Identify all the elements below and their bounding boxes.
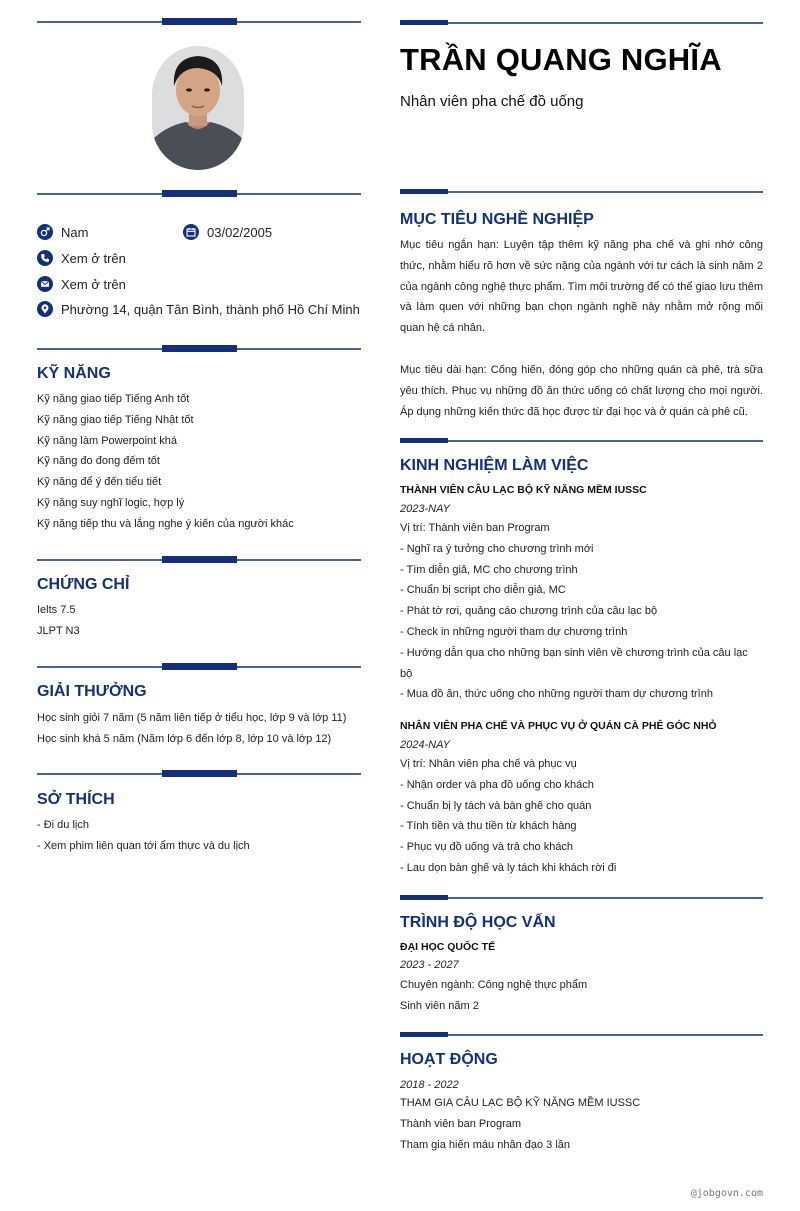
phone-row xyxy=(37,248,126,268)
section-divider xyxy=(37,190,361,198)
list-item: Vị trí: Nhân viên pha chế và phục vụ xyxy=(400,758,577,770)
gender-icon xyxy=(37,224,53,240)
avatar-icon xyxy=(152,46,244,170)
list-item: Vị trí: Thành viên ban Program xyxy=(400,522,550,534)
education-period: 2023 - 2027 xyxy=(400,959,459,971)
list-item: - Nghĩ ra ý tưởng cho chương trình mới xyxy=(400,542,594,555)
list-item: Thành viên ban Program xyxy=(400,1117,522,1130)
profile-photo xyxy=(152,46,244,170)
list-item: - Lau dọn bàn ghế và ly tách khi khách rời đi xyxy=(400,861,617,874)
activities-details xyxy=(400,1093,763,1155)
list-item: - Đi du lịch xyxy=(37,819,89,831)
gender-value: Nam xyxy=(61,224,89,240)
calendar-icon xyxy=(183,224,199,240)
address-value: Phường 14, quận Tân Bình, thành phố Hồ Chí Minh xyxy=(61,301,360,317)
section-divider xyxy=(400,20,763,26)
certificates-title: CHỨNG CHỈ xyxy=(37,576,130,593)
list-item: - Mua đồ ăn, thức uống cho những người tham dự chương trình xyxy=(400,688,713,701)
skills-title: KỸ NĂNG xyxy=(37,365,111,382)
list-item: THAM GIA CÂU LẠC BỘ KỸ NĂNG MỀM IUSSC xyxy=(400,1097,641,1109)
certificates-list xyxy=(37,600,80,642)
skills-list xyxy=(37,389,294,535)
list-item: Chuyên ngành: Công nghệ thực phẩm xyxy=(400,979,588,991)
section-divider xyxy=(400,189,763,195)
hobbies-list xyxy=(37,815,250,857)
list-item: - Hướng dẫn qua cho những bạn sinh viên về chương trình của câu lạc bộ xyxy=(400,646,748,680)
job-title: NHÂN VIÊN PHA CHẾ VÀ PHỤC VỤ Ở QUÁN CÀ PHÊ GÓC NHỎ xyxy=(400,720,717,732)
birthdate-row xyxy=(183,222,272,242)
watermark: @jobgovn.com xyxy=(690,1188,763,1199)
address-row xyxy=(37,299,360,319)
gender-row xyxy=(37,222,88,242)
phone-value: Xem ở trên xyxy=(61,250,126,266)
activities-period: 2018 - 2022 xyxy=(400,1079,459,1091)
section-divider xyxy=(400,438,763,444)
candidate-name: TRẦN QUANG NGHĨA xyxy=(400,42,722,77)
email-value: Xem ở trên xyxy=(61,276,126,292)
list-item: - Tính tiền và thu tiền từ khách hàng xyxy=(400,820,577,833)
list-item: Kỹ năng suy nghĩ logic, hợp lý xyxy=(37,496,185,509)
list-item: Tham gia hiến máu nhân đạo 3 lần xyxy=(400,1138,571,1151)
section-divider xyxy=(37,18,361,26)
education-title: TRÌNH ĐỘ HỌC VẤN xyxy=(400,914,556,931)
list-item: - Nhận order và pha đồ uống cho khách xyxy=(400,778,594,791)
job-title: THÀNH VIÊN CÂU LẠC BỘ KỸ NĂNG MỀM IUSSC xyxy=(400,484,647,496)
candidate-role: Nhân viên pha chế đồ uống xyxy=(400,93,584,110)
awards-list xyxy=(37,708,346,750)
list-item: - Phục vụ đồ uống và trả cho khách xyxy=(400,841,574,854)
mail-icon xyxy=(37,276,53,292)
section-divider xyxy=(37,556,361,564)
section-divider xyxy=(400,895,763,901)
list-item: Kỹ năng giao tiếp Tiếng Anh tốt xyxy=(37,393,190,405)
phone-icon xyxy=(37,250,53,266)
list-item: Ielts 7.5 xyxy=(37,604,76,616)
hobbies-title: SỞ THÍCH xyxy=(37,791,115,808)
list-item: Học sinh khá 5 năm (Năm lớp 6 đến lớp 8, lớp 10 và lớp 12) xyxy=(37,732,332,745)
job-duties-list xyxy=(400,518,763,705)
birthdate-value: 03/02/2005 xyxy=(207,224,273,240)
job-duties-list xyxy=(400,754,763,879)
list-item: Kỹ năng làm Powerpoint khá xyxy=(37,434,178,447)
objective-short-term: Mục tiêu ngắn hạn: Luyện tập thêm kỹ năng pha chế và ghi nhớ công thức, nhằm hiểu rõ hơn về sức nặng của ngành với tư cách là sinh năm 2 của ngành công nghệ thực phẩm. Tìm môi trường để có thể giao lưu thêm và làm quen với những bạn chọn ngành nghề này nhằm mở rộng mối quan hệ cá nhân. xyxy=(400,239,763,335)
job-period: 2023-NAY xyxy=(400,503,450,515)
list-item: - Phát tờ rơi, quảng cáo chương trình của câu lạc bộ xyxy=(400,605,658,618)
list-item: Sinh viên năm 2 xyxy=(400,999,479,1012)
list-item: - Tìm diễn giả, MC cho chương trình xyxy=(400,563,578,576)
section-divider xyxy=(37,345,361,353)
objective-title: MỤC TIÊU NGHỀ NGHIỆP xyxy=(400,211,594,228)
location-pin-icon xyxy=(37,301,53,317)
list-item: JLPT N3 xyxy=(37,624,80,637)
list-item: Kỹ năng giao tiếp Tiếng Nhật tốt xyxy=(37,413,194,426)
experience-title: KINH NGHIỆM LÀM VIỆC xyxy=(400,457,589,474)
school-name: ĐẠI HỌC QUỐC TẾ xyxy=(400,941,496,953)
list-item: Kỹ năng đo đong đếm tốt xyxy=(37,455,160,468)
list-item: Kỹ năng để ý đến tiểu tiết xyxy=(37,476,162,489)
list-item: Học sinh giỏi 7 năm (5 năm liên tiếp ở tiểu học, lớp 9 và lớp 11) xyxy=(37,712,347,724)
job-period: 2024-NAY xyxy=(400,739,450,751)
email-row xyxy=(37,274,126,294)
list-item: - Chuẩn bị script cho diễn giả, MC xyxy=(400,584,566,597)
awards-title: GIẢI THƯỞNG xyxy=(37,683,147,700)
list-item: Kỹ năng tiếp thu và lắng nghe ý kiến của người khác xyxy=(37,517,294,530)
activities-title: HOẠT ĐỘNG xyxy=(400,1051,498,1068)
section-divider xyxy=(400,1032,763,1038)
list-item: - Xem phim liên quan tới ẩm thực và du lịch xyxy=(37,839,250,852)
objective-long-term: Mục tiêu dài hạn: Cống hiến, đóng góp cho những quán cà phê, trà sữa yêu thích. Phục vụ những đồ ăn thức uống có chất lượng cho mọi người. Áp dụng những kiến thức đã học được từ đại học và ở quán cà phê cũ. xyxy=(400,364,763,418)
list-item: - Chuẩn bị ly tách và bàn ghế cho quán xyxy=(400,799,592,812)
section-divider xyxy=(37,663,361,671)
education-details xyxy=(400,975,763,1017)
section-divider xyxy=(37,770,361,778)
list-item: - Check in những người tham dự chương trình xyxy=(400,625,628,638)
